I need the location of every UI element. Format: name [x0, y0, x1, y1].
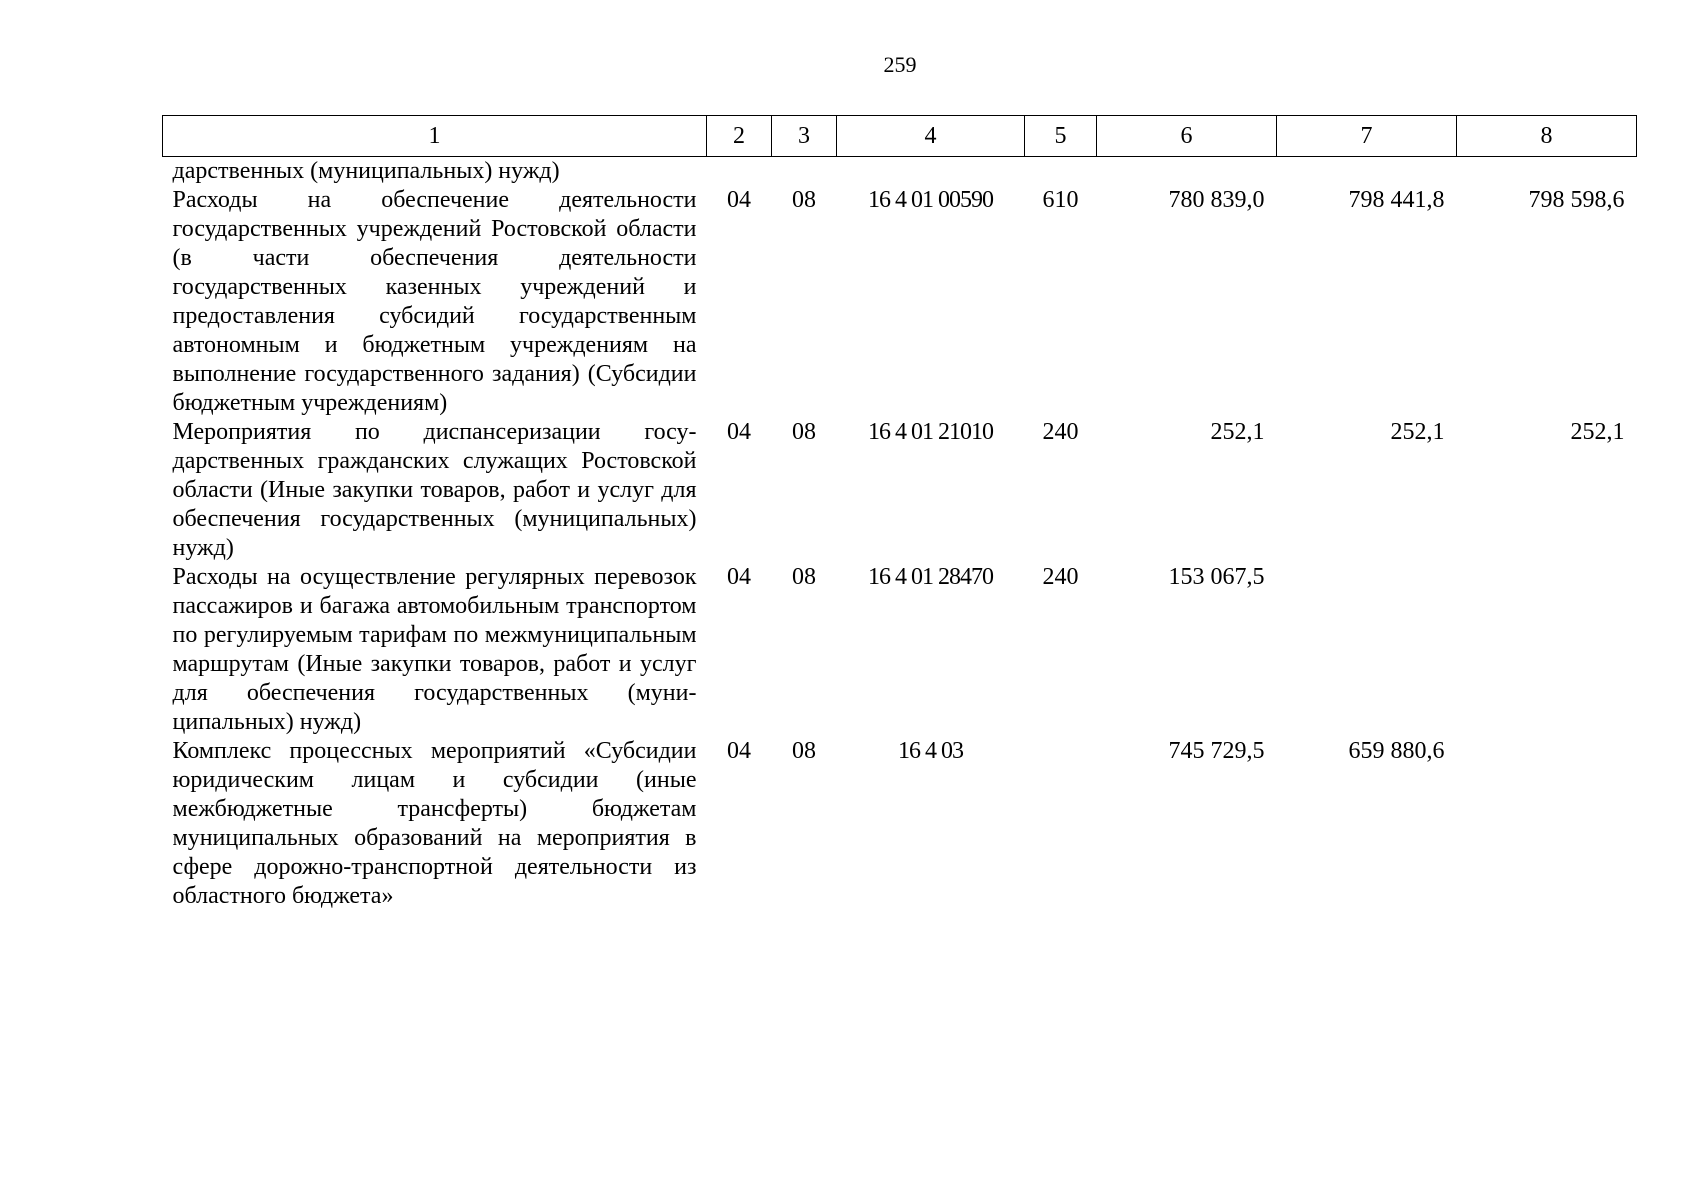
row-subsection-code: 08 [792, 738, 816, 764]
row-section-code: 04 [727, 738, 751, 764]
row-amount-col8 [1457, 563, 1637, 737]
row-expense-type-code [1025, 737, 1097, 911]
column-header-2: 2 [707, 116, 772, 157]
row-description: Расходы на осуществление регулярных перевозок пассажиров и багажа автомобильным транспортом по регулируемым тарифам по межмуниципальным маршрутам (Иные закупки товаров, работ и услуг для обеспечения государственных (муниципальных) нужд) [172, 564, 697, 735]
row-amount-col7: 798 441,8 [1348, 187, 1445, 213]
column-header-6: 6 [1097, 116, 1277, 157]
continuation-text: дарственных (муниципальных) нужд) [172, 158, 560, 184]
table-row [163, 186, 1637, 418]
row-amount-col6: 252,1 [1210, 419, 1265, 445]
row-target-article-code: 16 4 03 [898, 738, 963, 764]
row-subsection-code: 08 [792, 187, 816, 213]
row-amount-col6: 153 067,5 [1168, 564, 1265, 590]
row-amount-col7: 659 880,6 [1348, 738, 1445, 764]
row-target-article-code: 16 4 01 28470 [868, 564, 993, 590]
row-expense-type-code: 240 [1042, 419, 1079, 445]
row-amount-col7 [1277, 563, 1457, 737]
row-description: Расходы на обеспечение деятельности государственных учреждений Ростовской области (в части обеспечения деятельности государственных казенных учреждений и предоставления субсидий государственным автономным и бюджетным учреждениям на выполнение государственного задания) (Субсидии бюджетным учреждениям) [172, 187, 697, 416]
table-row [163, 737, 1637, 911]
row-section-code: 04 [727, 564, 751, 590]
row-amount-col6: 745 729,5 [1168, 738, 1265, 764]
row-amount-col8: 252,1 [1570, 419, 1625, 445]
continuation-row [163, 157, 1637, 187]
table-row [163, 418, 1637, 563]
column-header-3: 3 [772, 116, 837, 157]
row-description: Мероприятия по диспансеризации государственных гражданских служащих Ростовской области (Иные закупки товаров, работ и услуг для обеспечения государственных (муниципальных) нужд) [172, 419, 697, 561]
row-target-article-code: 16 4 01 21010 [868, 419, 993, 445]
row-expense-type-code: 610 [1042, 187, 1079, 213]
row-section-code: 04 [727, 187, 751, 213]
row-expense-type-code: 240 [1042, 564, 1079, 590]
table-row [163, 563, 1637, 737]
column-header-1: 1 [163, 116, 707, 157]
row-subsection-code: 08 [792, 419, 816, 445]
column-header-4: 4 [837, 116, 1025, 157]
column-header-5: 5 [1025, 116, 1097, 157]
row-amount-col8 [1457, 737, 1637, 911]
row-target-article-code: 16 4 01 00590 [868, 187, 993, 213]
column-header-7: 7 [1277, 116, 1457, 157]
page-number: 259 [883, 52, 917, 77]
row-subsection-code: 08 [792, 564, 816, 590]
header-row [163, 116, 1637, 157]
row-amount-col7: 252,1 [1390, 419, 1445, 445]
budget-table [162, 115, 1637, 911]
row-amount-col6: 780 839,0 [1168, 187, 1265, 213]
row-section-code: 04 [727, 419, 751, 445]
row-description: Комплекс процессных мероприятий «Субсидии юридическим лицам и субсидии (иные межбюджетные трансферты) бюджетам муниципальных образований на мероприятия в сфере дорожно-транспортной деятельности из областного бюджета» [172, 738, 697, 909]
row-amount-col8: 798 598,6 [1528, 187, 1625, 213]
column-header-8: 8 [1457, 116, 1637, 157]
